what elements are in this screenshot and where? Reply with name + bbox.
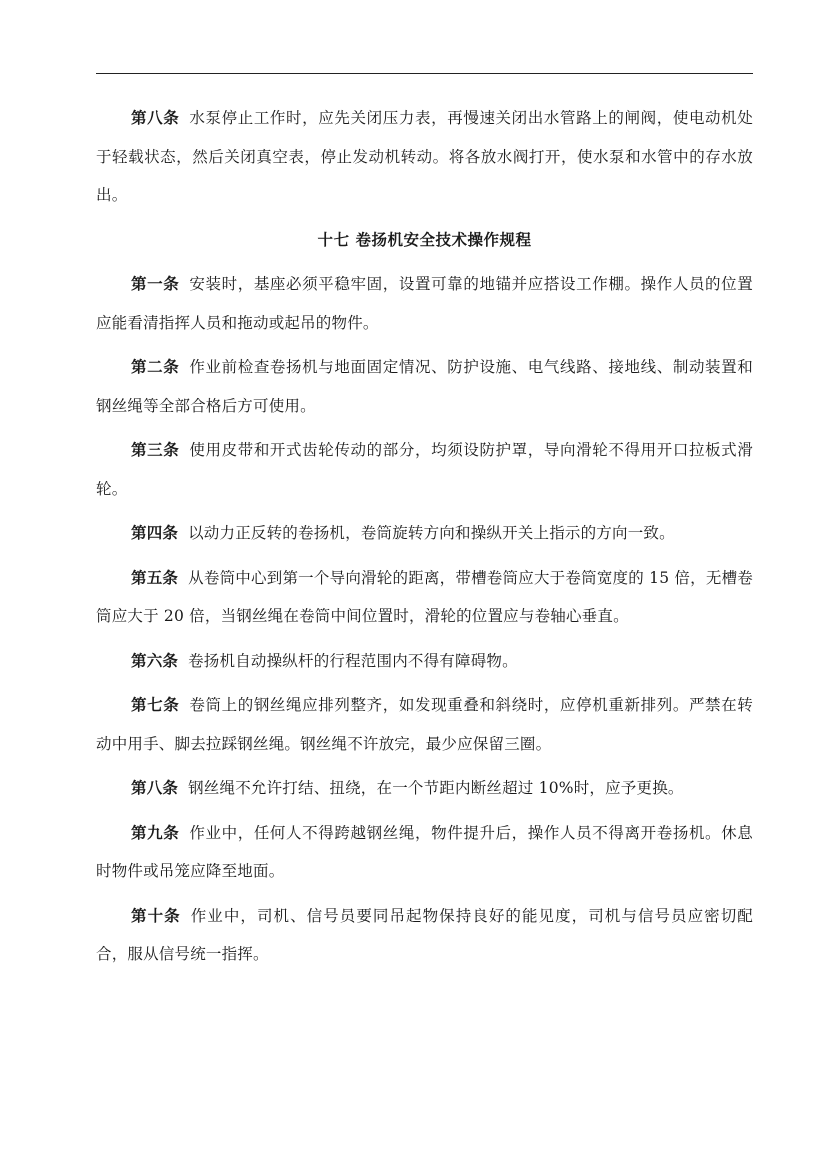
section-title: 十七 卷扬机安全技术操作规程	[317, 229, 532, 249]
article-label: 第九条	[131, 822, 180, 842]
article-label: 第三条	[131, 440, 180, 459]
article-text: 卷扬机自动操纵杆的行程范围内不得有障碍物。	[188, 651, 518, 670]
article-label: 第五条	[131, 567, 179, 587]
article-2	[96, 348, 753, 425]
article-text: 水泵停止工作时，应先关闭压力表，再慢速关闭出水管路上的闸阀，使电动机处于轻载状态，然后关闭真空表，停止发动机转动。将各放水阀打开，使水泵和水管中的存水放出。	[96, 109, 753, 204]
article-label: 第十条	[131, 905, 181, 925]
article-text: 使用皮带和开式齿轮传动的部分，均须设防护罩，导向滑轮不得用开口拉板式滑轮。	[96, 441, 753, 498]
article-text: 以动力正反转的卷扬机，卷筒旋转方向和操纵开关上指示的方向一致。	[188, 524, 675, 542]
article-text: 安装时，基座必须平稳牢固，设置可靠的地锚并应搭设工作棚。操作人员的位置应能看清指挥人员和拖动或起吊的物件。	[96, 275, 753, 332]
article-6	[96, 642, 753, 681]
article-label: 第一条	[131, 274, 180, 293]
article-label: 第八条	[131, 778, 179, 797]
article-text: 作业前检查卷扬机与地面固定情况、防护设施、电气线路、接地线、制动装置和钢丝绳等全部合格后方可使用。	[96, 358, 753, 415]
article-prev-8	[96, 99, 753, 215]
article-text: 作业中，任何人不得跨越钢丝绳，物件提升后，操作人员不得离开卷扬机。休息时物件或吊笼应降至地面。	[96, 823, 753, 880]
article-8	[96, 769, 753, 808]
article-3	[96, 431, 753, 508]
document-body	[96, 99, 753, 980]
article-1	[96, 265, 753, 342]
article-label: 第二条	[131, 357, 180, 376]
header-divider	[96, 73, 753, 74]
article-7	[96, 686, 753, 763]
article-label: 第八条	[131, 108, 180, 127]
article-label: 第四条	[131, 523, 179, 542]
article-label: 第七条	[131, 695, 180, 714]
article-text: 从卷筒中心到第一个导向滑轮的距离，带槽卷筒应大于卷筒宽度的 15 倍，无槽卷筒应大于 20 倍，当钢丝绳在卷筒中间位置时，滑轮的位置应与卷轴心垂直。	[96, 568, 753, 625]
article-4	[96, 514, 753, 553]
article-10	[96, 897, 753, 974]
article-text: 作业中，司机、信号员要同吊起物保持良好的能见度，司机与信号员应密切配合，服从信号统一指挥。	[96, 906, 753, 963]
article-label: 第六条	[131, 650, 179, 670]
article-9	[96, 814, 753, 891]
article-5	[96, 559, 753, 636]
article-text: 钢丝绳不允许打结、扭绕，在一个节距内断丝超过 10%时，应予更换。	[188, 779, 684, 797]
article-text: 卷筒上的钢丝绳应排列整齐，如发现重叠和斜绕时，应停机重新排列。严禁在转动中用手、脚去拉踩钢丝绳。钢丝绳不许放完，最少应保留三圈。	[96, 696, 753, 753]
